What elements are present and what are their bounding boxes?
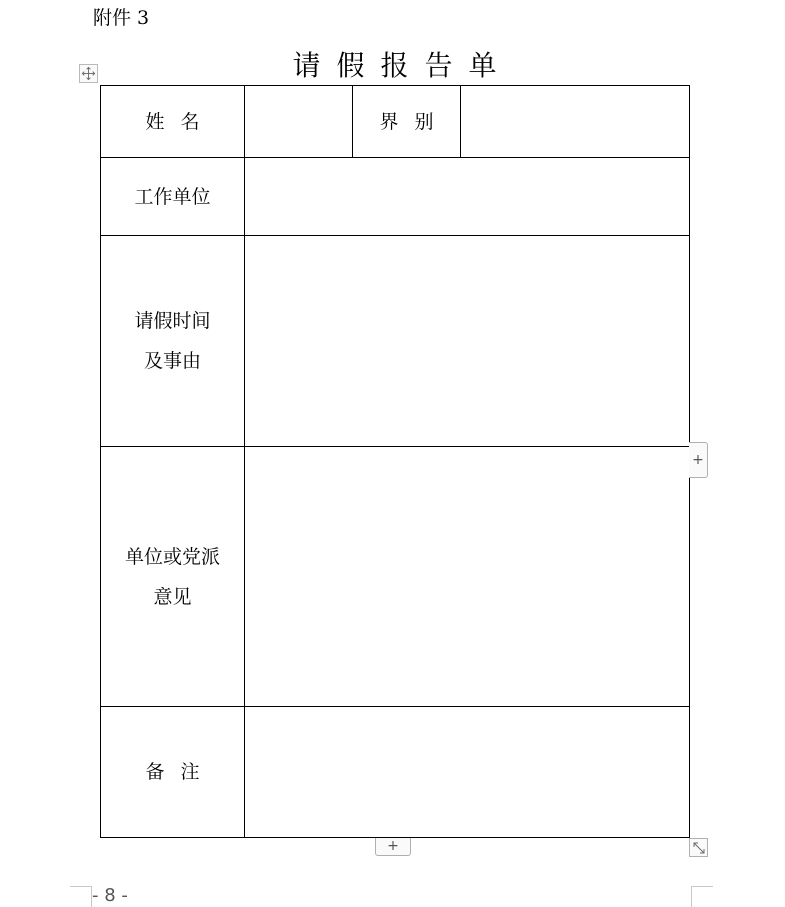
leave-request-table (100, 85, 690, 838)
table-resize-handle[interactable] (689, 838, 708, 857)
leave-time-reason-label-line2: 及事由 (143, 350, 201, 372)
add-row-button[interactable] (375, 838, 411, 856)
gender-input-cell[interactable] (461, 86, 690, 158)
remarks-label-cell (101, 707, 245, 838)
unit-opinion-label-line2: 意见 (153, 585, 192, 608)
table-row (101, 86, 690, 158)
form-title: 请假报告单 (292, 49, 513, 82)
table-row (101, 447, 690, 707)
plus-icon: + (692, 452, 704, 468)
name-input-cell[interactable] (245, 86, 353, 158)
table-row (101, 158, 690, 236)
add-column-button[interactable] (689, 442, 708, 478)
table-row (101, 236, 690, 447)
page-corner-mark-left (70, 886, 92, 907)
work-unit-label: 工作单位 (134, 185, 211, 208)
gender-label: 界别 (379, 110, 450, 133)
page-number: - 8 - (92, 885, 128, 906)
move-icon (81, 66, 96, 81)
name-label-cell (101, 86, 245, 158)
plus-icon: + (387, 838, 399, 854)
unit-opinion-label-line1: 单位或党派 (124, 545, 220, 568)
resize-icon (692, 841, 706, 855)
work-unit-input-cell[interactable] (245, 158, 690, 236)
page-corner-mark-right (691, 886, 713, 907)
name-label: 姓名 (145, 110, 216, 133)
unit-opinion-label-cell (101, 447, 245, 707)
table-move-handle[interactable] (79, 64, 98, 83)
leave-time-reason-input-cell[interactable] (245, 236, 690, 447)
table-row (101, 707, 690, 838)
remarks-input-cell[interactable] (245, 707, 690, 838)
leave-time-reason-label-cell (101, 236, 245, 447)
attachment-label: 附件 3 (93, 7, 150, 29)
leave-time-reason-label-line1: 请假时间 (134, 310, 211, 332)
unit-opinion-input-cell[interactable] (245, 447, 690, 707)
remarks-label: 备注 (145, 761, 216, 783)
work-unit-label-cell (101, 158, 245, 236)
gender-label-cell (353, 86, 461, 158)
